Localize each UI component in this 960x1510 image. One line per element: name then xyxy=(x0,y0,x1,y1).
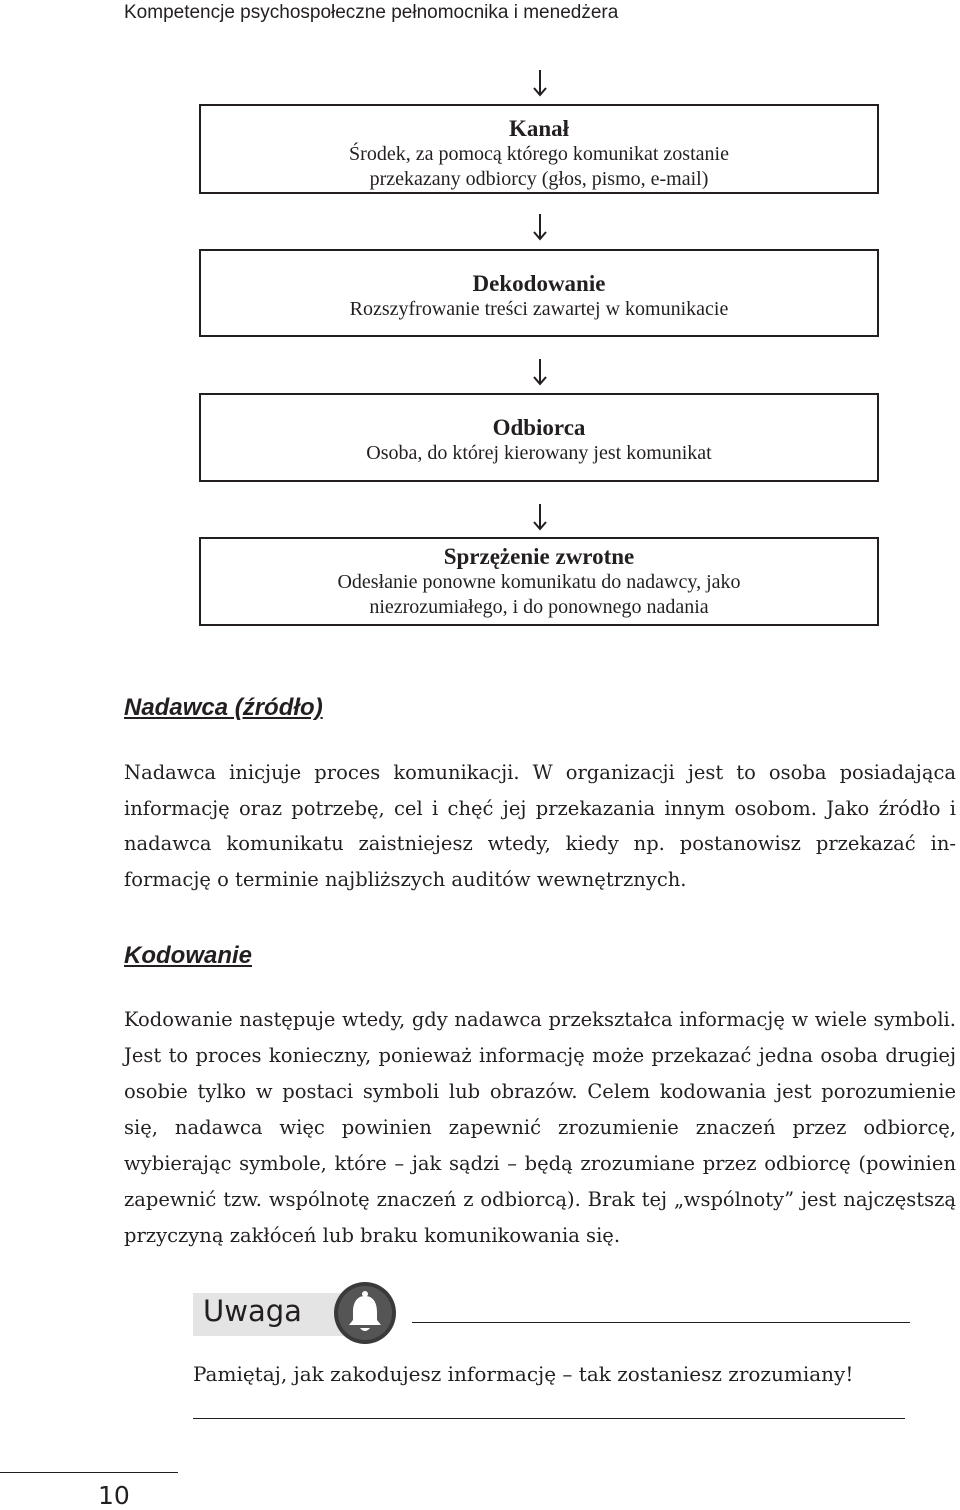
box-description: Środek, za pomocą którego komunikat zostanie xyxy=(349,143,729,165)
footer-rule xyxy=(0,1472,178,1473)
diagram-box-channel xyxy=(199,104,879,194)
box-description: niezrozumiałego, i do ponownego nadania xyxy=(369,596,709,618)
box-title: Kanał xyxy=(508,116,570,141)
box-title: Odbiorca xyxy=(492,415,586,440)
diagram-box-feedback xyxy=(199,537,879,626)
running-header: Kompetencje psychospołeczne pełnomocnika i menedżera xyxy=(124,2,619,23)
section-paragraph-coding: Kodowanie następuje wtedy, gdy nadawca przekształca informację w wiele symboli. Jest to proces konieczny, ponieważ informację może przekazać jedna osoba drugiej osobie tylko w postaci symboli lub obrazów. Celem kodowania jest porozumienie się, nadawca więc powinien zapewnić zrozumienie znaczeń przez odbiorcę, wybierając symbole, które – jak sądzi – będą zrozumiane przez odbiorcę (powinien zapewnić tzw. wspólnotę znaczeń z odbiorcą). Brak tej „wspólnoty” jest najczęstszą przyczyną zakłóceń lub braku komunikowania się. xyxy=(124,1008,956,1247)
section-paragraph-sender: Nadawca inicjuje proces komunikacji. W organizacji jest to osoba posiadająca informację oraz potrzebę, cel i chęć jej przekazania innym osobom. Jako źródło i nadawca komunikatu zaistniejesz wtedy, kiedy np. postanowisz przekazać informację o terminie najbliższych auditów wewnętrznych. xyxy=(124,761,956,891)
down-arrow-icon xyxy=(526,212,554,242)
box-description: Rozszyfrowanie treści zawartej w komunikacie xyxy=(349,298,729,320)
page-number: 10 xyxy=(98,1481,130,1510)
box-title: Dekodowanie xyxy=(472,271,606,296)
section-heading-sender: Nadawca (źródło) xyxy=(124,694,323,721)
down-arrow-icon xyxy=(526,68,554,98)
note-text: Pamiętaj, jak zakodujesz informację – tak zostaniesz zrozumiany! xyxy=(193,1362,854,1386)
down-arrow-icon xyxy=(526,502,554,532)
note-divider xyxy=(193,1418,905,1419)
box-title: Sprzężenie zwrotne xyxy=(443,544,635,569)
box-description: Osoba, do której kierowany jest komunikat xyxy=(366,442,712,464)
down-arrow-icon xyxy=(526,357,554,387)
box-description: przekazany odbiorcy (głos, pismo, e-mail) xyxy=(369,168,709,190)
diagram-box-receiver xyxy=(199,393,879,482)
note-label: Uwaga xyxy=(203,1294,302,1328)
diagram-box-decoding xyxy=(199,249,879,337)
note-divider xyxy=(412,1322,910,1323)
bell-icon xyxy=(330,1278,400,1353)
box-description: Odesłanie ponowne komunikatu do nadawcy, jako xyxy=(337,571,741,593)
section-heading-coding: Kodowanie xyxy=(124,942,253,969)
